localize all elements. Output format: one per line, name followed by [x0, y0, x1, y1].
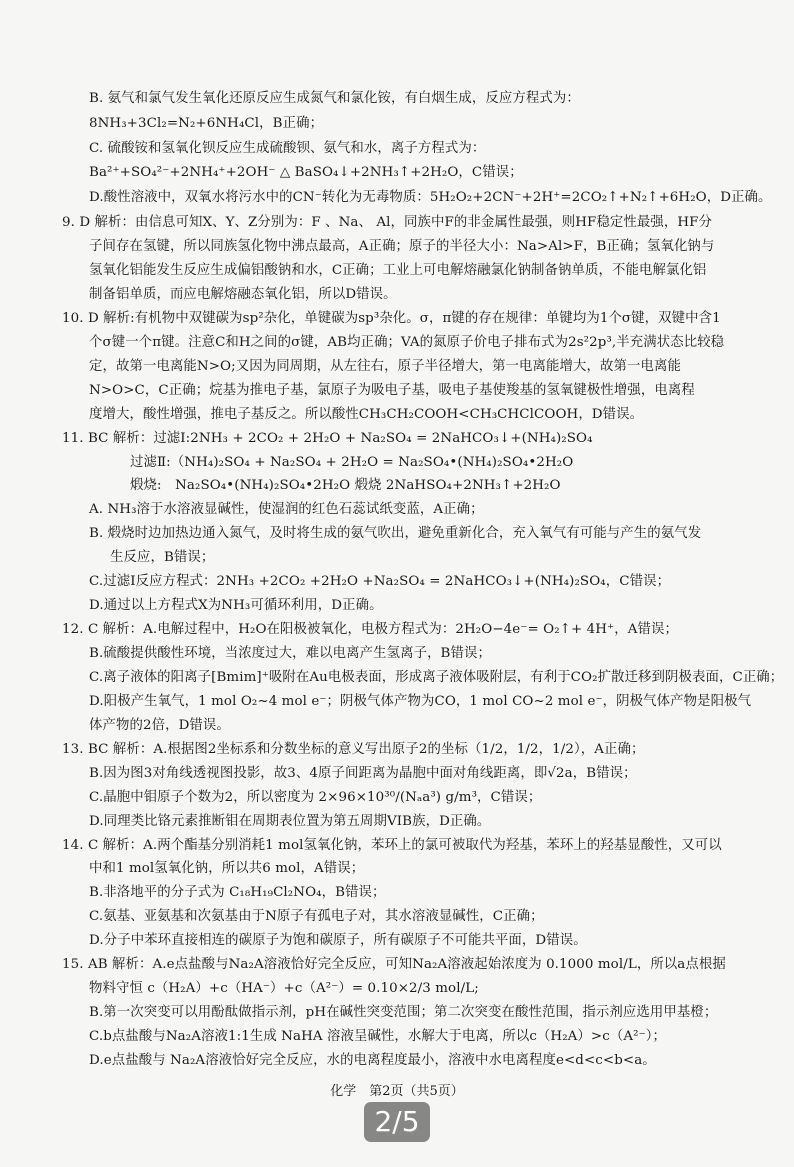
text-line: 12. C 解析：A.电解过程中，H₂O在阳极被氧化，电极方程式为：2H₂O−4e⁻= O₂↑+ 4H⁺，A错误；	[62, 622, 678, 638]
text-line: C.晶胞中钼原子个数为2，所以密度为 2×96×10³⁰/(Nₐa³) g/m³，C错误；	[89, 789, 542, 805]
text-line: D.e点盐酸与 Na₂A溶液恰好完全反应，水的电离程度最小，溶液中水电离程度e<d<c<b<a。	[89, 1053, 656, 1068]
text-line: 制备铝单质，而应电解熔融态氧化铝，所以D错误。	[89, 286, 397, 302]
text-line: 物料守恒 c（H₂A）+c（HA⁻）+c（A²⁻）= 0.10×2/3 mol/L;	[89, 981, 479, 997]
text-line: 15. AB 解析：A.e点盐酸与Na₂A溶液恰好完全反应，可知Na₂A溶液起始浓度为 0.1000 mol/L，所以a点根据	[62, 957, 726, 973]
text-line: 生反应，B错误；	[110, 550, 215, 566]
text-line: 个σ键一个π键。注意C和H之间的σ键，AB均正确；VA的氮原子价电子排布式为2s²2p³,半充满状态比较稳	[89, 334, 725, 350]
text-line: 10. D 解析:有机物中双键碳为sp²杂化，单键碳为sp³杂化。σ，π键的存在规律：单键均为1个σ键，双键中含1	[62, 310, 721, 326]
page-footer: 化学 第2页（共5页）	[330, 1084, 464, 1099]
text-line: C.b点盐酸与Na₂A溶液1:1生成 NaHA 溶液呈碱性，水解大于电离，所以c（H₂A）>c（A²⁻）；	[89, 1029, 667, 1045]
text-line: B. 氨气和氯气发生氧化还原反应生成氮气和氯化铵，有白烟生成，反应方程式为：	[89, 91, 580, 106]
text-line: 度增大，酸性增强，推电子基反之。所以酸性CH₃CH₂COOH<CH₃CHClCOOH，D错误。	[89, 406, 644, 422]
text-line: D.通过以上方程式X为NH₃可循环利用，D正确。	[89, 598, 383, 614]
text-line: B.第一次突变可以用酚酞做指示剂，pH在碱性突变范围；第二次突变在酸性范围，指示剂应选用甲基橙；	[89, 1005, 718, 1021]
text-line: A. NH₃溶于水溶液显碱性，使湿润的红色石蕊试纸变蓝，A正确；	[89, 502, 484, 518]
page-indicator-badge[interactable]: 2/5	[364, 1102, 430, 1142]
text-line: B.硫酸提供酸性环境，当浓度过大，难以电离产生氢离子，B错误；	[89, 646, 491, 662]
text-line: C. 硫酸铵和氢氧化钡反应生成硫酸钡、氨气和水，离子方程式为：	[89, 140, 486, 156]
text-line: 8NH₃+3Cl₂=N₂+6NH₄Cl，B正确；	[89, 115, 324, 131]
text-line: 氢氧化铝能发生反应生成偏铝酸钠和水，C正确；工业上可电解熔融氯化钠制备钠单质，不能电解氯化铝	[89, 263, 707, 278]
text-line: 体产物的2倍，D错误。	[89, 717, 230, 733]
text-line: 13. BC 解析：A.根据图2坐标系和分数坐标的意义写出原子2的坐标（1/2，1/2，1/2），A正确；	[62, 741, 645, 757]
text-line: B.非洛地平的分子式为 C₁₈H₁₉Cl₂NO₄，B错误；	[89, 885, 386, 901]
text-line: 11. BC 解析：过滤Ⅰ:2NH₃ + 2CO₂ + 2H₂O + Na₂SO₄ = 2NaHCO₃↓+(NH₄)₂SO₄	[62, 430, 593, 446]
text-line: B.因为图3对角线透视图投影，故3、4原子间距离为晶胞中面对角线距离，即√2a，B错误；	[89, 765, 637, 781]
text-line: D.酸性溶液中，双氧水将污水中的CN⁻转化为无毒物质：5H₂O₂+2CN⁻+2H⁺=2CO₂↑+N₂↑+6H₂O，D正确。	[89, 190, 772, 206]
text-line: C.离子液体的阳离子[Bmim]⁺吸附在Au电极表面，形成离子液体吸附层，有利于CO₂扩散迁移到阴极表面，C正确；	[89, 669, 784, 685]
text-line: 煅烧: Na₂SO₄•(NH₄)₂SO₄•2H₂O 煅烧 2NaHSO₄+2NH₃↑+2H₂O	[130, 478, 561, 494]
text-line: Ba²⁺+SO₄²⁻+2NH₄⁺+2OH⁻ △ BaSO₄↓+2NH₃↑+2H₂O，C错误；	[89, 165, 523, 181]
text-line: 14. C 解析：A.两个酯基分别消耗1 mol氢氧化钠，苯环上的氯可被取代为羟基，苯环上的羟基显酸性，又可以	[62, 837, 722, 853]
text-line: 定，故第一电离能N>O;又因为同周期，从左往右，原子半径增大，第一电离能增大，故第一电离能	[89, 358, 681, 374]
text-line: 过滤Ⅱ:（NH₄)₂SO₄ + Na₂SO₄ + 2H₂O = Na₂SO₄•(NH₄)₂SO₄•2H₂O	[130, 454, 574, 470]
text-line: 9. D 解析：由信息可知X、Y、Z分别为：F 、Na、 Al，同族中F的非金属性最强，则HF稳定性最强，HF分	[62, 215, 713, 231]
text-line: 中和1 mol氢氧化钠，所以共6 mol，A错误；	[89, 861, 365, 877]
text-line: B. 煅烧时边加热边通入氮气，及时将生成的氨气吹出，避免重新化合，充入氧气有可能与产生的氨气发	[89, 526, 702, 542]
text-line: 子间存在氢键，所以同族氢化物中沸点最高，A正确；原子的半径大小：Na>Al>F，B正确；氢氧化钠与	[89, 239, 715, 255]
text-line: C.氨基、亚氨基和次氨基由于N原子有孤电子对，其水溶液显碱性，C正确；	[89, 909, 544, 925]
text-line: N>O>C，C正确；烷基为推电子基，氯原子为吸电子基，吸电子基使羧基的氢氧键极性增强，电离程	[89, 382, 695, 398]
text-line: D.分子中苯环直接相连的碳原子为饱和碳原子，所有碳原子不可能共平面，D错误。	[89, 933, 587, 949]
text-line: D.同理类比铬元素推断钼在周期表位置为第五周期VIB族，D正确。	[89, 813, 491, 829]
text-line: C.过滤Ⅰ反应方程式：2NH₃ +2CO₂ +2H₂O +Na₂SO₄ = 2NaHCO₃↓+(NH₄)₂SO₄，C错误；	[89, 574, 671, 590]
text-line: D.阳极产生氧气，1 mol O₂~4 mol e⁻；阴极气体产物为CO，1 mol CO~2 mol e⁻，阴极气体产物是阳极气	[89, 693, 752, 709]
